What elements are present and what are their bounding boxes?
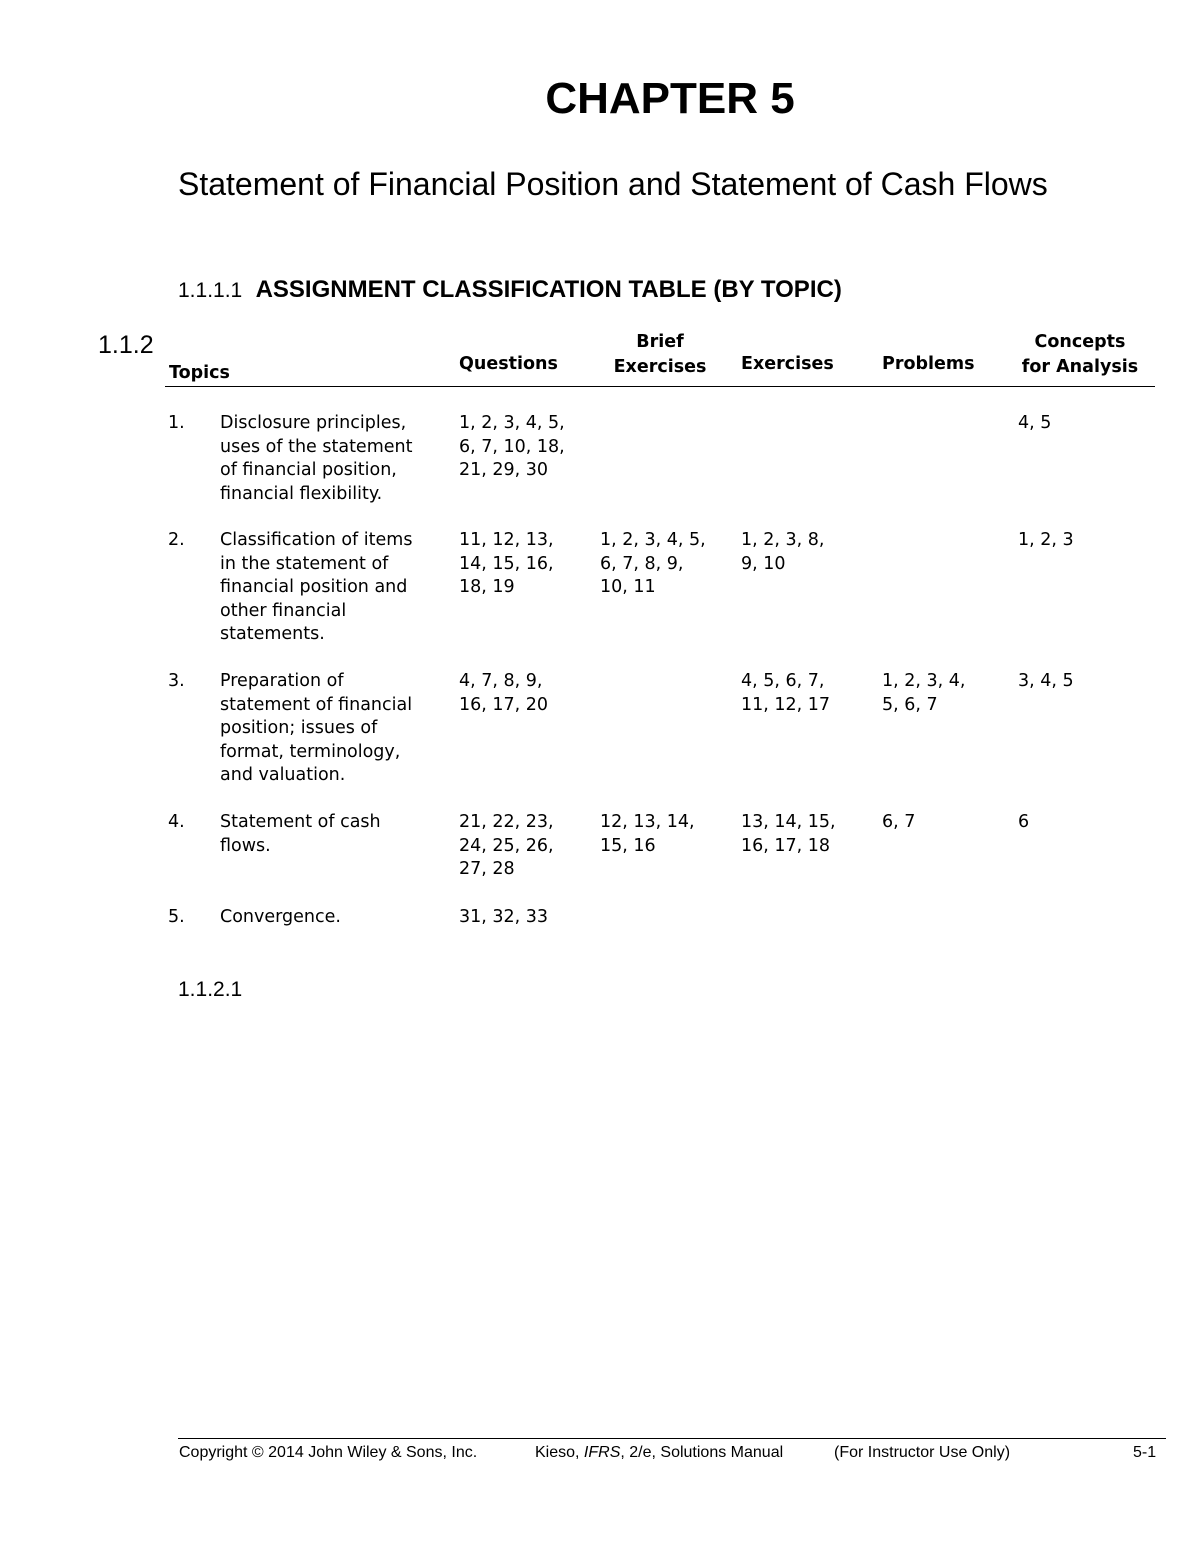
row-brief-exercises: 1, 2, 3, 4, 5, 6, 7, 8, 9, 10, 11 [600, 530, 706, 597]
row-exercises: 1, 2, 3, 8, 9, 10 [741, 530, 825, 574]
row-number: 3. [168, 671, 185, 691]
row-questions: 4, 7, 8, 9, 16, 17, 20 [459, 671, 549, 715]
row-topic: Disclosure principles, uses of the statement of financial position, financial flexibility. [220, 413, 413, 504]
row-questions: 21, 22, 23, 24, 25, 26, 27, 28 [459, 812, 554, 879]
header-questions: Questions [459, 354, 558, 374]
header-brief-line2: Exercises [613, 357, 707, 377]
header-brief-exercises [600, 330, 720, 380]
row-topic: Classification of items in the statement of financial position and other financial statements. [220, 530, 413, 644]
footer-copyright: Copyright © 2014 John Wiley & Sons, Inc. [179, 1444, 478, 1461]
row-exercises: 4, 5, 6, 7, 11, 12, 17 [741, 671, 831, 715]
row-questions: 31, 32, 33 [459, 907, 549, 927]
row-questions: 1, 2, 3, 4, 5, 6, 7, 10, 18, 21, 29, 30 [459, 413, 565, 480]
row-problems: 1, 2, 3, 4, 5, 6, 7 [882, 671, 966, 715]
header-topics: Topics [169, 363, 230, 383]
subsection-2-number: 1.1.2.1 [178, 978, 243, 1001]
footer-author: Kieso, [535, 1444, 584, 1461]
chapter-subtitle: Statement of Financial Position and Statement of Cash Flows [178, 166, 1048, 202]
section-heading [178, 276, 842, 304]
footer-book-info [535, 1444, 783, 1462]
row-topic: Convergence. [220, 907, 341, 927]
row-brief-exercises: 12, 13, 14, 15, 16 [600, 812, 695, 856]
footer-edition: , 2/e, Solutions Manual [620, 1444, 784, 1461]
row-concepts: 1, 2, 3 [1018, 530, 1074, 550]
row-concepts: 3, 4, 5 [1018, 671, 1074, 691]
header-concepts-line2: for Analysis [1021, 357, 1139, 377]
row-number: 1. [168, 413, 185, 433]
row-questions: 11, 12, 13, 14, 15, 16, 18, 19 [459, 530, 554, 597]
footer-usage: (For Instructor Use Only) [834, 1444, 1011, 1461]
header-rule [165, 386, 1155, 387]
row-concepts: 4, 5 [1018, 413, 1052, 433]
row-concepts: 6 [1018, 812, 1030, 832]
footer-rule [178, 1438, 1166, 1439]
subsection-number: 1.1.2 [98, 331, 154, 359]
footer-page-number: 5-1 [1133, 1444, 1157, 1461]
header-problems: Problems [882, 354, 975, 374]
row-number: 4. [168, 812, 185, 832]
section-title: ASSIGNMENT CLASSIFICATION TABLE (BY TOPIC) [255, 276, 842, 303]
row-topic: Statement of cash flows. [220, 812, 381, 856]
row-number: 5. [168, 907, 185, 927]
header-concepts-line1: Concepts [1034, 332, 1126, 352]
row-topic: Preparation of statement of financial position; issues of format, terminology, and valuation. [220, 671, 413, 785]
row-number: 2. [168, 530, 185, 550]
header-brief-line1: Brief [636, 332, 684, 352]
row-problems: 6, 7 [882, 812, 916, 832]
section-number: 1.1.1.1 [178, 279, 243, 302]
header-exercises: Exercises [741, 354, 834, 374]
chapter-title: CHAPTER 5 [545, 74, 795, 123]
row-exercises: 13, 14, 15, 16, 17, 18 [741, 812, 836, 856]
footer-book-title: IFRS [583, 1444, 621, 1461]
header-concepts [1016, 330, 1144, 380]
